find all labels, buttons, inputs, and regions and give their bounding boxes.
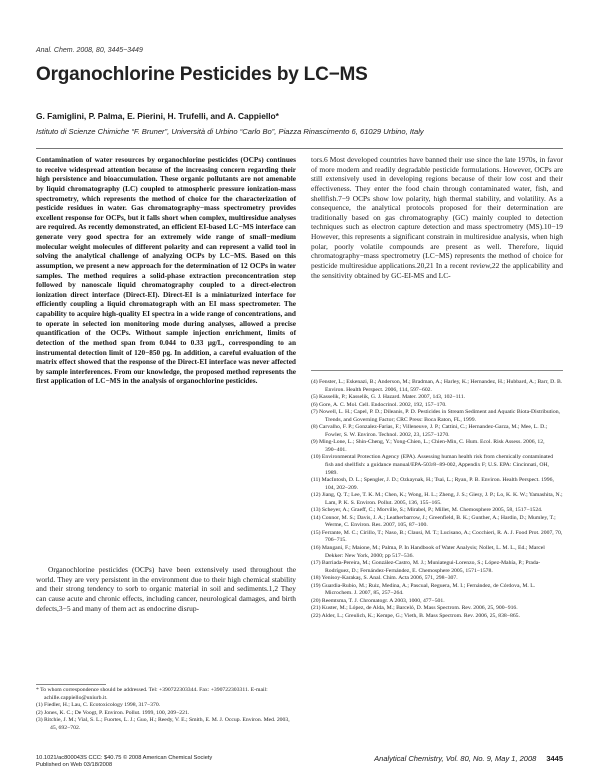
references-divider [311, 370, 563, 371]
author-list: G. Famiglini, P. Palma, E. Pierini, H. Trufelli, and A. Cappiello* [36, 111, 279, 121]
reference-item: (5) Kasselik, P.; Kasselik, G. J. Hazard. Mater. 2007, 143, 102−111. [311, 394, 466, 401]
journal-issue: Analytical Chemistry, Vol. 80, No. 9, May 1, 2008 [374, 754, 537, 763]
reference-item: (6) Gore, A. C. Mol. Cell. Endocrinol. 2002, 192, 157−170. [311, 401, 447, 408]
reference-item: (4) Fenster, L.; Eskenazi, B.; Anderson, M.; Bradman, A.; Harley, K.; Hernandez, H.; Hubbard, A.; Barr, D. B. Environ. Health Perspect. 2006, 114, 597−602. [311, 379, 563, 393]
reference-item: (21) Kuster, M.; López, de Alda, M.; Barceló, D. Mass Spectrom. Rev. 2006, 25, 900−916. [311, 605, 518, 612]
body-paragraph: tors.6 Most developed countries have banned their use since the late 1970s, in favor of more modern and readily degradable pesticide formulations. However, OCPs are still extensively used in developing regions because of their low cost and their effectiveness. They enter the food chain through contaminated water, fish, and shellfish.7−9 OCPs show low polarity, high thermal stability, and volatility. As a consequence, the analytical protocols proposed for their determination are traditionally based on gas chromatography (GC) mainly coupled to detection techniques such as electron capture detection and mass spectrometry (MS).10−19 However, this represents a significant constrain in multiresidue analysis, when high polar, poorly volatile compounds are present as well. Therefore, liquid chromatography−mass spectrometry (LC−MS) represents the method of choice for pesticide multiresidue applications.20,21 In a recent review,22 the applicability and the sensitivity obtained by GC-EI-MS and LC- [311, 155, 563, 280]
reference-item: (10) Environmental Protection Agency (EPA). Assessing human health risk from chemically contaminated fish and shellfish: a guidance manual/EPA-503/8−89-002, Appendix F; U.S. EPA: Cincinnati, OH, 1989. [311, 454, 554, 476]
reference-item: (8) Carvalho, F. P.; Gonzalez-Farias, F.; Villeneuve, J. P.; Cattini, C.; Hernandez-Garza, M.; Mee, L. D.; Fowler, S. W. Environ. Technol. 2002, 23, 1257−1270. [311, 424, 548, 438]
article-title: Organochlorine Pesticides by LC−MS [36, 64, 368, 85]
running-footer [311, 754, 563, 763]
reference-item: (14) Connor, M. S.; Davis, J. A.; Leatherbarrow, J.; Greenfield, B. K.; Gunther, A.; Hardin, D.; Mumley, T.; Werme, C. Environ. Res. 2007, 105, 87−100. [311, 514, 556, 529]
page-number: 3445 [546, 754, 563, 763]
reference-item: (19) Guardia-Rubio, M.; Ruiz, Medina, A.; Pascual, Reguera, M. I.; Fernández, de Córdova, M. L. Microchem. J. 2007, 85, 257−264. [311, 582, 536, 597]
footnote-divider [36, 684, 106, 685]
references-left-column [36, 687, 296, 732]
introduction [36, 565, 296, 613]
reference-item: (22) Alder, L.; Greulich, K.; Kempe, G.; Vieth, B. Mass Spectrom. Rev. 2006, 25, 838−865. [311, 612, 520, 619]
abstract [36, 155, 296, 386]
reference-item: (18) Yenisoy-Karakaş, S. Anal. Chim. Acta 2006, 571, 298−307. [311, 575, 458, 582]
reference-item: (3) Ritchie, J. M.; Vial, S. L.; Fuortes, L. J.; Guo, H.; Reedy, V. E.; Smith, E. M. J. Occup. Environ. Med. 2003, 45, 692−702. [36, 717, 290, 731]
abstract-text: Contamination of water resources by organochlorine pesticides (OCPs) continues to receive widespread attention because of the increasing concern regarding their high persistence and bioaccumulation. These organic pollutants are not amenable by liquid chromatography (LC) coupled to atmospheric pressure ionization-mass spectrometry, which represents the method of choice for the characterization of pesticide residues in water. Gas chromatography−mass spectrometry provides excellent response for OCPs, but it falls short when complex, multiresidue analyses are required. As recently demonstrated, an efficient EI-based LC−MS interface can generate very good spectra for an extremely wide range of small−medium molecular weight molecules of different polarity and can represent a valid tool in solving the analytical challenge of analyzing OCPs by LC−MS. Based on this assumption, we present a new approach for the determination of 12 OCPs in water samples. The method requires a solid-phase extraction preconcentration step followed by nanoscale liquid chromatography coupled to a direct-electron ionization direct interface (Direct-EI). Direct-EI is a miniaturized interface for efficiently coupling a liquid chromatograph with an EI mass spectrometer. The capability to acquire high-quality EI spectra in a wide range of concentrations, and to operate in selected ion monitoring mode during analyses, allowed a precise quantification of the OCPs. Without sample injection enrichment, limits of detection of the method span from 0.044 to 0.33 µg/L, corresponding to an instrumental detection limit of 120−850 pg. In addition, a careful evaluation of the matrix effect showed that the response of the Direct-EI interface was never affected by sample interferences. From our knowledge, the proposed method represents the first application of LC−MS in the analysis of organochlorine pesticides. [36, 155, 296, 386]
reference-item: (20) Reemtsma, T. J. Chromatogr. A 2003, 1000, 477−501. [311, 597, 445, 604]
right-column-text [311, 155, 563, 280]
reference-item: (15) Ferrante, M. C.; Cirillo, T.; Naso, B.; Clausi, M. T.; Lucisano, A.; Cocchieri, R. A. J. Food Prot. 2007, 70, 706−715. [311, 529, 563, 544]
affiliation: Istituto di Scienze Chimiche “F. Bruner”, Università di Urbino “Carlo Bo”, Piazza Rinascimento 6, 61029 Urbino, Italy [36, 127, 424, 136]
journal-reference: Anal. Chem. 2008, 80, 3445−3449 [36, 47, 143, 54]
reference-item: (13) Scheyer, A.; Graeff, C.; Morville, S.; Mirabel, P.; Millet, M. Chemosphere 2005, 58, 1517−1524. [311, 507, 543, 514]
reference-item: (9) Ming-Lone, L.; Shin-Cheng, Y.; Yong-Chien, L.; Chien-Min, C. Hum. Ecol. Risk Assess. 2006, 12, 390−401. [311, 439, 545, 453]
reference-item: (17) Barriada-Pereira, M.; González-Castro, M. J.; Muniategui-Lorenzo, S.; López-Mahía, P.; Prada-Rodríguez, D.; Fernández-Fernández, E. Chemosphere 2005, 1571−1578. [311, 560, 541, 574]
doi-line: 10.1021/ac800043S CCC: $40.75 © 2008 American Chemical Society [36, 755, 213, 761]
reference-item: (7) Nowell, L. H.; Capel, P. D.; Dileanis, P. D. Pesticides in Stream Sediment and Aquatic Biota-Distribution, Trends, and Governing Factor; CRC Press: Boca Raton, FL, 1999. [311, 409, 560, 423]
reference-item: (16) Mangani, F.; Maione, M.; Palma, P. In Handbook of Water Analysis; Nollet, L. M. L., Ed.; Marcel Dekker: New York, 2000; pp 517−536. [311, 545, 545, 559]
reference-item: (1) Fiedler, H.; Lau, C. Ecotoxicology 1998, 317−370. [36, 702, 161, 709]
publication-info [36, 755, 212, 769]
intro-paragraph: Organochlorine pesticides (OCPs) have been extensively used throughout the world. They are very persistent in the environment due to their high chemical stability and their strong tendency to sorb to organic material in soil and sediments.1,2 They can cause acute and chronic effects, including cancer, neurological damages, and birth defects,3−5 and many of them act as endocrine disrup- [36, 565, 296, 613]
reference-item: (11) MacIntosh, D. L.; Spengler, J. D.; Ozkaynak, H.; Tsai, L.; Ryan, P. B. Environ. Health Perspect. 1996, 104, 202−209. [311, 477, 554, 491]
reference-item: (2) Jones, K. C.; De Voogt, P. Environ. Pollut. 1999, 100, 209−221. [36, 709, 190, 716]
correspondence-footnote: * To whom correspondence should be addressed. Tel: +390722303344. Fax: +390722303311. E-mail: achille.cappiello@uniurb.it. [36, 687, 268, 701]
references-right-column [311, 379, 563, 621]
header-divider [36, 148, 563, 149]
reference-item: (12) Jiang, Q. T.; Lee, T. K. M.; Chen, K.; Wong, H. L.; Zheng, J. S.; Giesy, J. P.; Lo, K. K. W.; Yamashita, N.; Lam, P. K. S. Environ. Pollut. 2005, 136, 155−165. [311, 492, 563, 506]
published-date: Published on Web 03/18/2008 [36, 762, 113, 768]
